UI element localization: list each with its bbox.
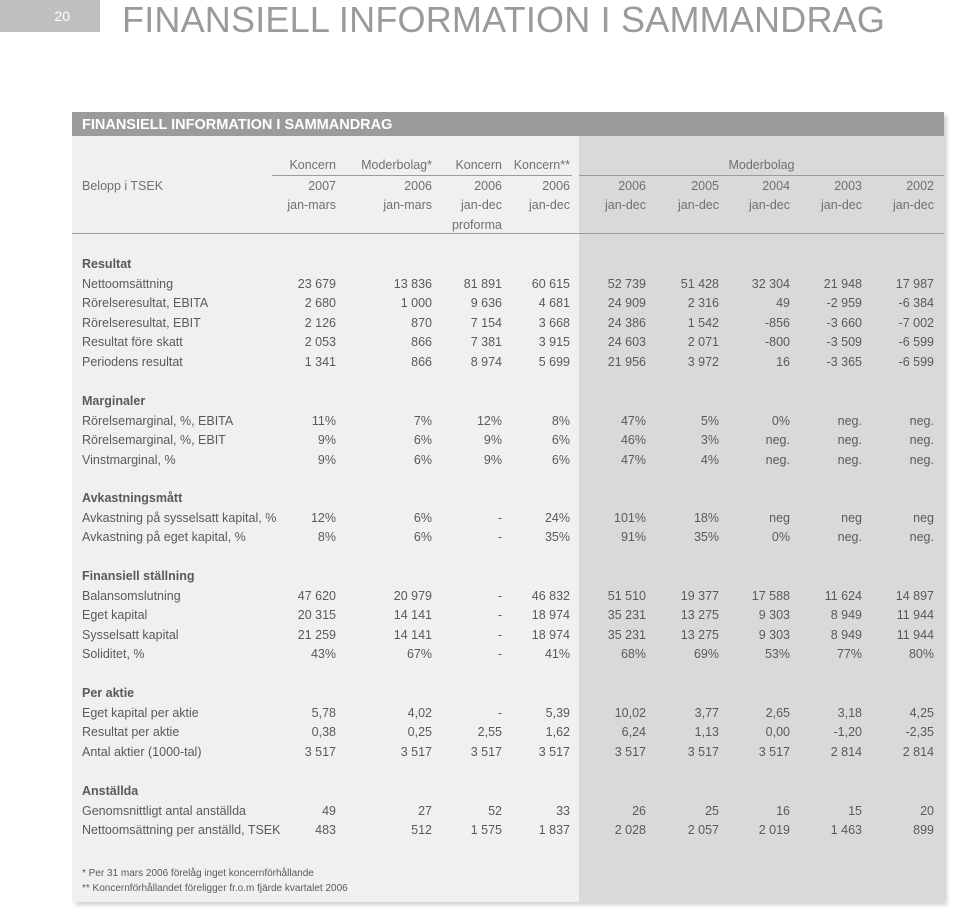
table-cell: 870 — [411, 315, 432, 330]
table-cell: -6 599 — [898, 355, 934, 369]
table-cell: 9 303 — [758, 627, 790, 642]
table-cell: 15 — [848, 803, 862, 818]
table-cell: 3 668 — [538, 315, 570, 330]
table-cell: - — [497, 705, 502, 720]
table-cell: -6 384 — [898, 296, 934, 311]
table-row — [72, 742, 944, 762]
row-label: Rörelsemarginal, %, EBIT — [82, 433, 226, 448]
table-cell: 10,02 — [614, 705, 646, 720]
column-period-header: jan-dec — [821, 198, 862, 212]
table-cell: 7 381 — [470, 335, 502, 350]
section-title-row — [72, 781, 944, 801]
table-row — [72, 352, 944, 372]
table-cell: -2 959 — [826, 296, 862, 311]
panel-header: FINANSIELL INFORMATION I SAMMANDRAG — [72, 112, 944, 136]
table-cell: 51 510 — [607, 588, 646, 603]
table-cell: 18 974 — [531, 627, 570, 642]
table-cell: 2 126 — [304, 315, 336, 330]
table-cell: 5 699 — [538, 355, 570, 369]
table-cell: 51 428 — [680, 276, 719, 291]
table-cell: 9% — [483, 433, 502, 448]
table-cell: 2 680 — [304, 296, 336, 311]
table-cell: 899 — [913, 823, 934, 838]
footnote: * Per 31 mars 2006 förelåg inget koncernförhållande — [82, 868, 314, 879]
table-cell: -800 — [764, 335, 790, 350]
table-cell: 43% — [310, 647, 336, 662]
table-cell: 21 956 — [607, 355, 646, 369]
table-cell: 11 944 — [896, 627, 934, 642]
table-cell: 8% — [317, 530, 336, 545]
table-cell: 0% — [771, 530, 790, 545]
section-title-row — [72, 683, 944, 703]
table-cell: neg. — [909, 413, 934, 428]
table-cell: - — [497, 530, 502, 545]
column-year-header: 2006 — [618, 179, 646, 193]
table-cell: neg. — [765, 452, 790, 467]
table-cell: 6% — [551, 433, 570, 448]
header-row-period — [72, 195, 944, 215]
table-cell: 20 979 — [393, 588, 432, 603]
table-cell: 47% — [620, 452, 646, 467]
table-row — [72, 801, 944, 821]
column-year-header: 2006 — [404, 179, 432, 193]
table-cell: 1 542 — [687, 315, 719, 330]
table-cell: 9% — [483, 452, 502, 467]
table-cell: 18 974 — [531, 608, 570, 623]
table-cell: 14 141 — [393, 627, 432, 642]
column-year-header: 2007 — [308, 179, 336, 193]
table-cell: 47% — [620, 413, 646, 428]
table-cell: - — [497, 608, 502, 623]
table-cell: 2 019 — [758, 823, 790, 838]
table-cell: -856 — [764, 315, 790, 330]
row-label: Eget kapital — [82, 608, 148, 623]
table-cell: 20 315 — [297, 608, 336, 623]
column-entity-header: Koncern** — [513, 158, 570, 172]
table-cell: 8 949 — [830, 627, 862, 642]
table-cell: 13 275 — [680, 627, 719, 642]
row-label: Eget kapital per aktie — [82, 705, 199, 720]
table-cell: 1,13 — [694, 725, 719, 740]
row-label: Rörelsemarginal, %, EBITA — [82, 413, 234, 428]
table-cell: 0,38 — [311, 725, 336, 740]
column-period-header: jan-dec — [678, 198, 719, 212]
table-cell: 3 517 — [614, 744, 646, 759]
table-cell: 11 944 — [896, 608, 934, 623]
table-cell: neg. — [837, 452, 862, 467]
header-row-note — [72, 215, 944, 235]
row-label: Nettoomsättning — [82, 276, 174, 291]
table-cell: neg. — [837, 433, 862, 448]
section-title-row — [72, 254, 944, 274]
header-bottom-rule — [72, 233, 944, 234]
row-label: Genomsnittligt antal anställda — [82, 803, 246, 818]
column-period-header: jan-dec — [605, 198, 646, 212]
table-cell: neg — [913, 510, 934, 525]
row-label: Rörelseresultat, EBITA — [82, 296, 209, 311]
table-cell: 1 463 — [830, 823, 862, 838]
table-cell: 20 — [920, 803, 934, 818]
table-cell: 47 620 — [297, 588, 336, 603]
header-moderbolag-group: Moderbolag — [728, 158, 795, 172]
table-cell: -3 365 — [826, 355, 862, 369]
table-cell: 6% — [413, 433, 432, 448]
table-cell: 6% — [413, 452, 432, 467]
table-cell: 35 231 — [607, 608, 646, 623]
column-period-header: jan-dec — [461, 198, 502, 212]
table-cell: neg. — [909, 433, 934, 448]
table-cell: 3 517 — [538, 744, 570, 759]
table-cell: 1 000 — [400, 296, 432, 311]
column-year-header: 2004 — [762, 179, 790, 193]
table-cell: 13 275 — [680, 608, 719, 623]
table-cell: 27 — [418, 803, 432, 818]
table-cell: 3 517 — [400, 744, 432, 759]
column-note-header: proforma — [451, 218, 502, 232]
table-cell: 21 948 — [823, 276, 862, 291]
row-label: Resultat före skatt — [82, 335, 183, 350]
table-cell: 9% — [317, 433, 336, 448]
table-cell: 7 154 — [470, 315, 502, 330]
amount-unit-label: Belopp i TSEK — [82, 179, 164, 193]
table-cell: 3 972 — [687, 355, 719, 369]
table-cell: neg — [769, 510, 790, 525]
table-cell: 69% — [693, 647, 719, 662]
table-cell: 2 814 — [830, 744, 862, 759]
table-cell: 67% — [406, 647, 432, 662]
table-cell: 5% — [700, 413, 719, 428]
table-row — [72, 703, 944, 723]
table-cell: 6% — [413, 510, 432, 525]
row-label: Balansomslutning — [82, 588, 181, 603]
table-cell: -3 509 — [826, 335, 862, 350]
section-title-row — [72, 488, 944, 508]
table-cell: - — [497, 588, 502, 603]
table-cell: -1,20 — [833, 725, 862, 740]
column-period-header: jan-mars — [287, 198, 336, 212]
table-cell: 21 259 — [297, 627, 336, 642]
page-number: 20 — [0, 0, 100, 32]
header-row-year — [72, 176, 944, 196]
table-cell: - — [497, 647, 502, 662]
table-cell: 1 341 — [304, 355, 336, 369]
column-year-header: 2006 — [542, 179, 570, 193]
table-cell: 0,00 — [765, 725, 790, 740]
table-cell: 3,77 — [694, 705, 719, 720]
table-cell: 13 836 — [393, 276, 432, 291]
table-cell: 512 — [411, 823, 432, 838]
table-cell: 2 057 — [687, 823, 719, 838]
table-cell: - — [497, 510, 502, 525]
table-cell: 35 231 — [607, 627, 646, 642]
table-cell: 16 — [776, 803, 790, 818]
table-row — [72, 313, 944, 333]
table-cell: 23 679 — [297, 276, 336, 291]
table-cell: 1 837 — [538, 823, 570, 838]
section-title: Finansiell ställning — [82, 569, 195, 583]
table-cell: 101% — [614, 510, 646, 525]
table-cell: 35% — [693, 530, 719, 545]
table-cell: 24% — [544, 510, 570, 525]
table-cell: 3 517 — [470, 744, 502, 759]
row-label: Periodens resultat — [82, 355, 183, 369]
table-cell: 18% — [693, 510, 719, 525]
table-cell: 3 517 — [687, 744, 719, 759]
table-cell: 7% — [413, 413, 432, 428]
table-cell: 2,65 — [765, 705, 790, 720]
table-cell: 26 — [632, 803, 646, 818]
table-cell: 24 386 — [607, 315, 646, 330]
table-cell: - — [497, 627, 502, 642]
header-row-entity — [72, 155, 944, 175]
table-cell: 9% — [317, 452, 336, 467]
table-cell: neg. — [765, 433, 790, 448]
table-cell: 2 053 — [304, 335, 336, 350]
column-period-header: jan-mars — [383, 198, 432, 212]
table-cell: 3% — [700, 433, 719, 448]
table-cell: 3,18 — [837, 705, 862, 720]
table-cell: 11% — [311, 413, 336, 428]
table-cell: 2 071 — [687, 335, 719, 350]
table-cell: 68% — [620, 647, 646, 662]
row-label: Avkastning på sysselsatt kapital, % — [82, 510, 277, 525]
section-title-row — [72, 391, 944, 411]
table-cell: 14 141 — [393, 608, 432, 623]
table-cell: 49 — [322, 803, 336, 818]
table-cell: 33 — [556, 803, 570, 818]
table-cell: neg — [841, 510, 862, 525]
table-cell: neg. — [837, 413, 862, 428]
table-cell: -2,35 — [905, 725, 934, 740]
section-title: Anställda — [82, 784, 139, 798]
table-cell: 81 891 — [463, 276, 502, 291]
table-cell: -7 002 — [898, 315, 934, 330]
table-cell: 4,25 — [909, 705, 934, 720]
column-period-header: jan-dec — [749, 198, 790, 212]
table-cell: -6 599 — [898, 335, 934, 350]
table-cell: 0,25 — [407, 725, 432, 740]
table-row — [72, 605, 944, 625]
table-row — [72, 411, 944, 431]
table-cell: -3 660 — [826, 315, 862, 330]
row-label: Vinstmarginal, % — [82, 452, 176, 467]
column-year-header: 2005 — [691, 179, 719, 193]
section-title: Avkastningsmått — [82, 491, 183, 505]
table-cell: 2 316 — [687, 296, 719, 311]
table-cell: 2 028 — [614, 823, 646, 838]
table-row — [72, 450, 944, 470]
column-entity-header: Koncern — [455, 158, 502, 172]
table-cell: 52 — [488, 803, 502, 818]
table-cell: 52 739 — [607, 276, 646, 291]
table-cell: 80% — [908, 647, 934, 662]
table-cell: 35% — [544, 530, 570, 545]
table-cell: 3 915 — [538, 335, 570, 350]
section-title: Per aktie — [82, 686, 135, 700]
row-label: Sysselsatt kapital — [82, 627, 179, 642]
table-cell: 24 909 — [607, 296, 646, 311]
table-cell: 6% — [413, 530, 432, 545]
section-title: Resultat — [82, 257, 132, 271]
table-cell: 77% — [836, 647, 862, 662]
table-cell: 17 987 — [895, 276, 934, 291]
row-label: Avkastning på eget kapital, % — [82, 530, 246, 545]
table-cell: 5,39 — [545, 705, 570, 720]
table-cell: 1 575 — [470, 823, 502, 838]
row-label: Nettoomsättning per anställd, TSEK — [82, 823, 281, 838]
table-cell: 24 603 — [607, 335, 646, 350]
table-cell: 3 517 — [304, 744, 336, 759]
financial-summary-panel — [72, 112, 944, 902]
section-title: Marginaler — [82, 394, 146, 408]
table-cell: 9 636 — [470, 296, 502, 311]
footnote: ** Koncernförhållandet föreligger fr.o.m fjärde kvartalet 2006 — [82, 883, 348, 894]
table-cell: 19 377 — [680, 588, 719, 603]
table-cell: 0% — [771, 413, 790, 428]
column-period-header: jan-dec — [893, 198, 934, 212]
table-cell: 49 — [776, 296, 790, 311]
table-cell: 46 832 — [531, 588, 570, 603]
table-row — [72, 820, 944, 840]
page-title: FINANSIELL INFORMATION I SAMMANDRAG — [122, 0, 886, 40]
table-cell: 2 814 — [902, 744, 934, 759]
table-cell: neg. — [909, 530, 934, 545]
table-cell: 1,62 — [545, 725, 570, 740]
table-cell: 866 — [411, 335, 432, 350]
table-row — [72, 644, 944, 664]
table-cell: 4,02 — [407, 705, 432, 720]
row-label: Resultat per aktie — [82, 725, 180, 740]
column-period-header: jan-dec — [529, 198, 570, 212]
table-cell: 3 517 — [758, 744, 790, 759]
table-cell: 53% — [764, 647, 790, 662]
table-row — [72, 293, 944, 313]
table-row — [72, 586, 944, 606]
table-cell: 8% — [551, 413, 570, 428]
table-cell: 4 681 — [538, 296, 570, 311]
table-cell: 483 — [315, 823, 336, 838]
table-cell: 60 615 — [531, 276, 570, 291]
table-row — [72, 625, 944, 645]
table-cell: 14 897 — [895, 588, 934, 603]
column-entity-header: Koncern — [289, 158, 336, 172]
table-cell: 2,55 — [477, 725, 502, 740]
table-cell: 46% — [620, 433, 646, 448]
table-cell: 32 304 — [751, 276, 790, 291]
table-cell: 5,78 — [311, 705, 336, 720]
column-year-header: 2002 — [906, 179, 934, 193]
table-row — [72, 332, 944, 352]
table-cell: 9 303 — [758, 608, 790, 623]
table-cell: 16 — [776, 355, 790, 369]
table-row — [72, 508, 944, 528]
table-row — [72, 722, 944, 742]
row-label: Soliditet, % — [82, 647, 145, 662]
row-label: Antal aktier (1000-tal) — [82, 744, 202, 759]
column-entity-header: Moderbolag* — [361, 158, 432, 172]
table-cell: 12% — [310, 510, 336, 525]
financial-table — [72, 112, 944, 902]
table-cell: 8 949 — [830, 608, 862, 623]
table-cell: neg. — [837, 530, 862, 545]
column-year-header: 2003 — [834, 179, 862, 193]
table-row — [72, 274, 944, 294]
table-cell: 8 974 — [470, 355, 502, 369]
table-cell: 41% — [544, 647, 570, 662]
table-cell: 866 — [411, 355, 432, 369]
row-label: Rörelseresultat, EBIT — [82, 315, 201, 330]
table-cell: 12% — [476, 413, 502, 428]
table-cell: neg. — [909, 452, 934, 467]
table-cell: 6,24 — [621, 725, 646, 740]
table-cell: 25 — [705, 803, 719, 818]
table-cell: 11 624 — [824, 588, 862, 603]
table-cell: 6% — [551, 452, 570, 467]
table-cell: 17 588 — [751, 588, 790, 603]
table-row — [72, 527, 944, 547]
table-cell: 91% — [620, 530, 646, 545]
section-title-row — [72, 566, 944, 586]
column-year-header: 2006 — [474, 179, 502, 193]
table-row — [72, 430, 944, 450]
table-cell: 4% — [700, 452, 719, 467]
